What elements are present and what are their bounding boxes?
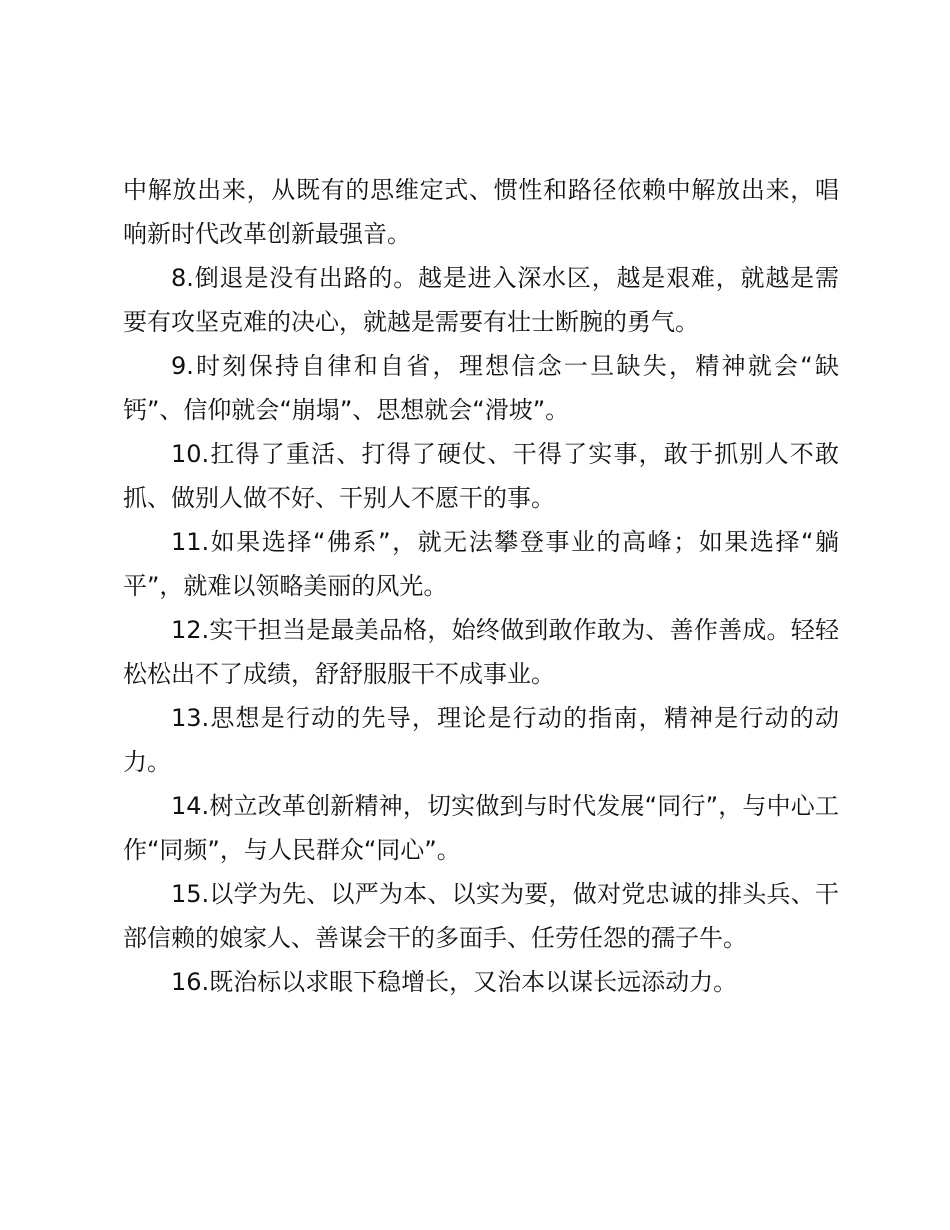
paragraph-item-13: 13.思想是行动的先导，理论是行动的指南，精神是行动的动力。 bbox=[123, 704, 839, 776]
paragraph-item-14: 14.树立改革创新精神，切实做到与时代发展“同行”，与中心工作“同频”，与人民群众“同心”。 bbox=[123, 792, 839, 864]
paragraph-item-8: 8.倒退是没有出路的。越是进入深水区，越是艰难，就越是需要有攻坚克难的决心，就越是需要有壮士断腕的勇气。 bbox=[123, 264, 839, 336]
paragraph-item-15: 15.以学为先、以严为本、以实为要，做对党忠诚的排头兵、干部信赖的娘家人、善谋会干的多面手、任劳任怨的孺子牛。 bbox=[123, 880, 839, 952]
paragraph-item-9: 9.时刻保持自律和自省，理想信念一旦缺失，精神就会“缺钙”、信仰就会“崩塌”、思想就会“滑坡”。 bbox=[123, 352, 839, 424]
paragraph-item-16: 16.既治标以求眼下稳增长，又治本以谋长远添动力。 bbox=[171, 968, 738, 996]
paragraph-item-11: 11.如果选择“佛系”，就无法攀登事业的高峰；如果选择“躺平”，就难以领略美丽的风光。 bbox=[123, 528, 839, 600]
paragraph-item-12: 12.实干担当是最美品格，始终做到敢作敢为、善作善成。轻轻松松出不了成绩，舒舒服服干不成事业。 bbox=[123, 616, 839, 688]
document-body bbox=[123, 168, 839, 1004]
paragraph-item-10: 10.扛得了重活、打得了硬仗、干得了实事，敢于抓别人不敢抓、做别人做不好、干别人不愿干的事。 bbox=[123, 440, 839, 512]
paragraph-continuation: 中解放出来，从既有的思维定式、惯性和路径依赖中解放出来，唱响新时代改革创新最强音。 bbox=[123, 176, 839, 248]
